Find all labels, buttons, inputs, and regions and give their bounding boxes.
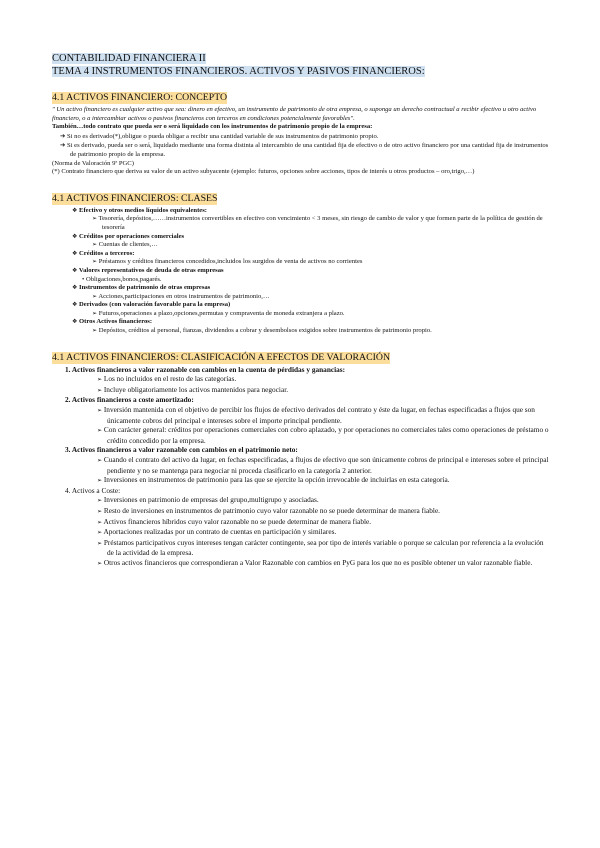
class-detail: ➢ Tesorería, depósitos,……instrumentos convertibles en efectivo con vencimiento < 3 meses, sin riesgo de cambio de valor y que formen parte de la política de gestión de tesorería: [92, 215, 543, 231]
chevron-icon: ➢: [97, 507, 103, 515]
chevron-icon: ➢: [97, 427, 103, 435]
category-detail: ➢ Activos financieros híbridos cuyo valor razonable no se puede determinar de manera fiable.: [97, 516, 372, 526]
category-detail: ➢ Inversiones en instrumentos de patrimonio para las que se ejercite la opción irrevocable de incluirlas en esta categoría.: [97, 475, 450, 485]
chevron-icon: ➢: [92, 309, 98, 317]
diamond-icon: ❖: [72, 232, 78, 240]
chevron-icon: ➢: [92, 292, 98, 300]
chevron-icon: ➢: [92, 327, 98, 335]
class-detail: ➢ Préstamos y créditos financieros concedidos,incluidos los surgidos de venta de activos no corrientes: [92, 258, 363, 266]
arrow-icon: ➔: [60, 131, 66, 140]
class-item: ❖ Valores representativos de deuda de otras empresas: [72, 266, 224, 274]
category-detail: ➢ Con carácter general: créditos por operaciones comerciales con cobro aplazado, y por operaciones no comerciales tales como operaciones de préstamo o crédito concedido por la empresa.: [97, 425, 549, 445]
class-item: ❖ Instrumentos de patrimonio de otras empresas: [72, 284, 211, 292]
section-heading-clasificacion: 4.1 ACTIVOS FINANCIEROS: CLASIFICACIÓN A EFECTOS DE VALORACIÓN: [52, 351, 391, 363]
chevron-icon: ➢: [97, 529, 103, 537]
category-item: 2. Activos financieros a coste amortizado:: [65, 395, 194, 405]
section-heading-clases: 4.1 ACTIVOS FINANCIEROS: CLASES: [52, 192, 218, 204]
category-item: 1. Activos financieros a valor razonable con cambios en la cuenta de pérdidas y ganancias:: [65, 364, 346, 374]
category-detail: ➢ Otros activos financieros que correspondieran a Valor Razonable con cambios en PyG para los que no es posible obtener un valor razonable fiable.: [97, 557, 533, 567]
chevron-icon: ➢: [92, 241, 98, 249]
category-item: 4. Activos a Coste:: [65, 485, 121, 495]
chevron-icon: ➢: [97, 457, 103, 464]
chevron-icon: ➢: [97, 477, 103, 485]
category-detail: ➢ Aportaciones realizadas por un contrato de cuentas en participación y similares.: [97, 527, 337, 537]
document-header: [52, 52, 552, 78]
class-item: ❖ Derivados (con valoración favorable para la empresa): [72, 301, 231, 309]
category-detail: ➢ Incluye obligatoriamente los activos mantenidos para negociar.: [97, 384, 289, 394]
class-item: ❖ Otros Activos financieros:: [72, 318, 153, 326]
arrow-item: ➔ Si es derivado, pueda ser o será, liquidado mediante una forma distinta al intercambio de una cantidad fija de efectivo o de otro activo financiero por una cantidad fija de instrumentos de patrimonio propio de la empresa.: [60, 141, 549, 158]
section-clasificacion: [52, 347, 552, 569]
category-detail: ➢ Los no incluidos en el resto de las categorías.: [97, 374, 237, 384]
tambien-text: También…todo contrato que pueda ser o será liquidado con los instrumentos de patrimonio propio de la empresa:: [52, 123, 373, 131]
diamond-icon: ❖: [72, 266, 78, 274]
footnote-derivado: (*) Contrato financiero que deriva su valor de un activo subyacente (ejemplo: futuros, opciones sobre acciones, tipos de interés u otros productos – oro,trigo,…): [52, 168, 475, 176]
chevron-icon: ➢: [97, 386, 103, 394]
chevron-icon: ➢: [97, 497, 103, 505]
diamond-icon: ❖: [72, 206, 78, 214]
category-detail: ➢ Resto de inversiones en instrumentos de patrimonio cuyo valor razonable no se puede determinar de manera fiable.: [97, 505, 441, 515]
class-detail: • Obligaciones,bonos,pagarés.: [82, 275, 162, 283]
category-detail: ➢ Inversión mantenida con el objetivo de percibir los flujos de efectivo derivados del contrato y éste da lugar, en fechas especificadas a flujos que son únicamente cobros del principal e intereses sobre el importe principal pendiente.: [97, 405, 535, 425]
class-detail: ➢ Futuros,operaciones a plazo,opciones,permutas y compraventa de moneda extranjera a plazo.: [92, 309, 345, 317]
chevron-icon: ➢: [97, 407, 103, 415]
chevron-icon: ➢: [97, 376, 103, 384]
section-clases: [52, 188, 552, 336]
definition-quote: " Un activo financiero es cualquier activo que sea: dinero en efectivo, un instrumento de patrimonio de otra empresa, o suponga un derecho contractual a recibir efectivo u otro activo financiero, o a intercambiar activos o pasivos financieros con terceros en condiciones potencialmente favorables".: [52, 106, 537, 122]
class-detail: ➢ Depósitos, créditos al personal, fianzas, dividendos a cobrar y desembolsos exigidos sobre instrumentos de patrimonio propio.: [92, 327, 432, 335]
section-concepto: [52, 87, 552, 177]
category-item: 3. Activos financieros a valor razonable con cambios en el patrimonio neto:: [65, 445, 298, 455]
class-item: ❖ Efectivo y otros medios líquidos equivalentes:: [72, 206, 207, 214]
course-title: CONTABILIDAD FINANCIERA II: [52, 53, 206, 64]
diamond-icon: ❖: [72, 284, 78, 292]
chevron-icon: ➢: [92, 258, 98, 266]
category-detail: ➢ Cuando el contrato del activo da lugar, en fechas especificadas, a flujos de efectivo que son únicamente cobros de principal e intereses sobre el principal pendiente y no se mantenga para negociar ni proceda clasificarlo en la categoría 2 anterior.: [97, 455, 549, 475]
topic-title: TEMA 4 INSTRUMENTOS FINANCIEROS. ACTIVOS Y PASIVOS FINANCIEROS:: [52, 66, 425, 77]
diamond-icon: ❖: [72, 249, 78, 257]
chevron-icon: ➢: [97, 539, 103, 547]
class-detail: ➢ Cuentas de clientes,…: [92, 241, 158, 249]
arrow-icon: ➔: [60, 141, 66, 150]
class-item: ❖ Créditos por operaciones comerciales: [72, 232, 185, 240]
category-detail: ➢ Inversiones en patrimonio de empresas del grupo,multigrupo y asociadas.: [97, 495, 319, 505]
chevron-icon: ➢: [97, 559, 103, 567]
diamond-icon: ❖: [72, 301, 78, 309]
chevron-icon: ➢: [97, 518, 103, 526]
chevron-icon: ➢: [92, 215, 98, 223]
section-heading-concepto: 4.1 ACTIVOS FINANCIERO: CONCEPTO: [52, 92, 228, 103]
diamond-icon: ❖: [72, 318, 78, 326]
arrow-item: ➔ Si no es derivado(*),obligue o pueda obligar a recibir una cantidad variable de sus instrumentos de patrimonio propio.: [60, 131, 379, 140]
class-detail: ➢ Acciones,participaciones en otros instrumentos de patrimonio,…: [92, 292, 270, 300]
category-detail: ➢ Préstamos participativos cuyos intereses tengan carácter contingente, sea por tipo de interés variable o porque se calculan por referencia a la evolución de la actividad de la empresa.: [97, 537, 544, 558]
norma-text: (Norma de Valoración 9ª PGC): [52, 159, 134, 167]
class-item: ❖ Créditos a terceros:: [72, 249, 135, 257]
